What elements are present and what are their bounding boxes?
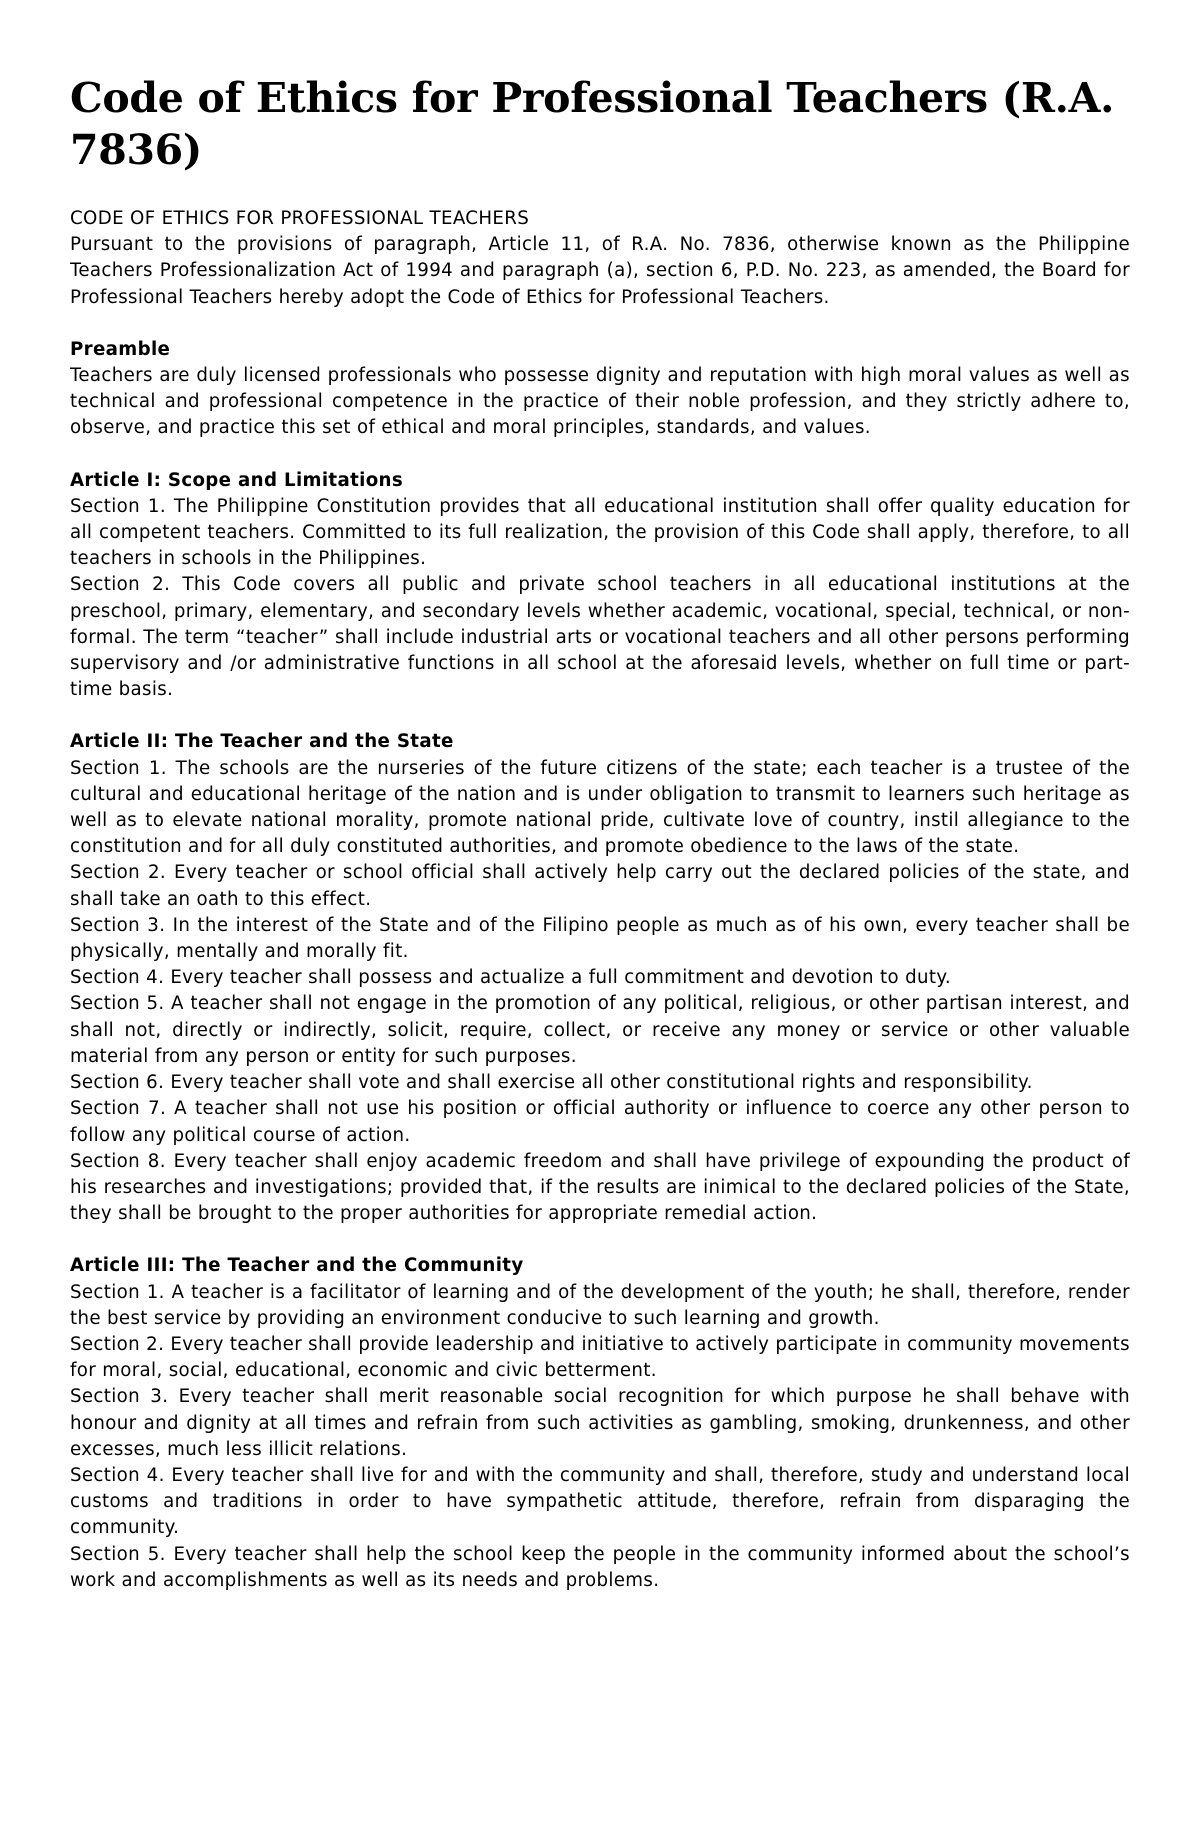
article-2-section-1: Section 1. The schools are the nurseries of the future citizens of the state; each teacher is a trustee of the cultural and educational heritage of the nation and is under obligation to transmit to learners such heritage as well as to elevate national morality, promote national pride, cultivate love of country, instil allegiance to the constitution and for all duly constituted authorities, and promote obedience to the laws of the state.: [70, 757, 1130, 858]
article-1-heading: Article I: Scope and Limitations: [70, 469, 404, 491]
intro-heading: CODE OF ETHICS FOR PROFESSIONAL TEACHERS: [70, 208, 530, 229]
preamble-heading: Preamble: [70, 338, 171, 360]
article-3-section-4: Section 4. Every teacher shall live for and with the community and shall, therefore, study and understand local customs and traditions in order to have sympathetic attitude, therefore, refrain from disparaging the community.: [70, 1464, 1130, 1539]
article-1-section-2: Section 2. This Code covers all public and private school teachers in all educational institutions at the preschool, primary, elementary, and secondary levels whether academic, vocational, special, technical, or non-formal. The term “teacher” shall include industrial arts or vocational teachers and all other persons performing supervisory and /or administrative functions in all school at the aforesaid levels, whether on full time or part-time basis.: [70, 574, 1130, 701]
article-2-section-3: Section 3. In the interest of the State and of the Filipino people as much as of his own, every teacher shall be physically, mentally and morally fit.: [70, 914, 1130, 963]
article-3-heading: Article III: The Teacher and the Community: [70, 1255, 524, 1277]
preamble-text: Teachers are duly licensed professionals who possesse dignity and reputation with high moral values as well as technical and professional competence in the practice of their noble profession, and they strictly adhere to, observe, and practice this set of ethical and moral principles, standards, and values.: [70, 365, 1130, 439]
article-3-block: [70, 1253, 1130, 1594]
article-2-block: [70, 729, 1130, 1227]
article-3-section-1: Section 1. A teacher is a facilitator of learning and of the development of the youth; he shall, therefore, render the best service by providing an environment conducive to such learning and growth.: [70, 1281, 1130, 1329]
article-2-section-2: Section 2. Every teacher or school official shall actively help carry out the declared policies of the state, and shall take an oath to this effect.: [70, 862, 1130, 910]
article-2-section-4: Section 4. Every teacher shall possess and actualize a full commitment and devotion to duty.: [70, 967, 952, 989]
article-2-section-8: Section 8. Every teacher shall enjoy academic freedom and shall have privilege of expounding the product of his researches and investigations; provided that, if the results are inimical to the declared policies of the State, they shall be brought to the proper authorities for appropriate remedial action.: [70, 1150, 1130, 1225]
article-3-section-2: Section 2. Every teacher shall provide leadership and initiative to actively participate in community movements for moral, social, educational, economic and civic betterment.: [70, 1333, 1130, 1382]
intro-block: [70, 206, 1130, 311]
preamble-block: [70, 337, 1130, 442]
article-1-section-1: Section 1. The Philippine Constitution provides that all educational institution shall offer quality education for all competent teachers. Committed to its full realization, the provision of this Code shall apply, therefore, to all teachers in schools in the Philippines.: [70, 495, 1130, 570]
article-2-section-7: Section 7. A teacher shall not use his position or official authority or influence to coerce any other person to follow any political course of action.: [70, 1098, 1130, 1146]
article-2-section-6: Section 6. Every teacher shall vote and shall exercise all other constitutional rights and responsibility.: [70, 1072, 1033, 1094]
article-3-section-5: Section 5. Every teacher shall help the school keep the people in the community informed about the school’s work and accomplishments as well as its needs and problems.: [70, 1543, 1130, 1591]
document-body: [70, 206, 1130, 1594]
article-1-block: [70, 468, 1130, 704]
document-title: Code of Ethics for Professional Teachers (R.A. 7836): [70, 74, 1115, 174]
article-2-section-5: Section 5. A teacher shall not engage in the promotion of any political, religious, or other partisan interest, and shall not, directly or indirectly, solicit, require, collect, or receive any money or service or other valuable material from any person or entity for such purposes.: [70, 993, 1130, 1067]
intro-text: Pursuant to the provisions of paragraph, Article 11, of R.A. No. 7836, otherwise known as the Philippine Teachers Professionalization Act of 1994 and paragraph (a), section 6, P.D. No. 223, as amended, the Board for Professional Teachers hereby adopt the Code of Ethics for Professional Teachers.: [70, 234, 1130, 308]
article-3-section-3: Section 3. Every teacher shall merit reasonable social recognition for which purpose he shall behave with honour and dignity at all times and refrain from such activities as gambling, smoking, drunkenness, and other excesses, much less illicit relations.: [70, 1386, 1130, 1460]
article-2-heading: Article II: The Teacher and the State: [70, 731, 454, 753]
